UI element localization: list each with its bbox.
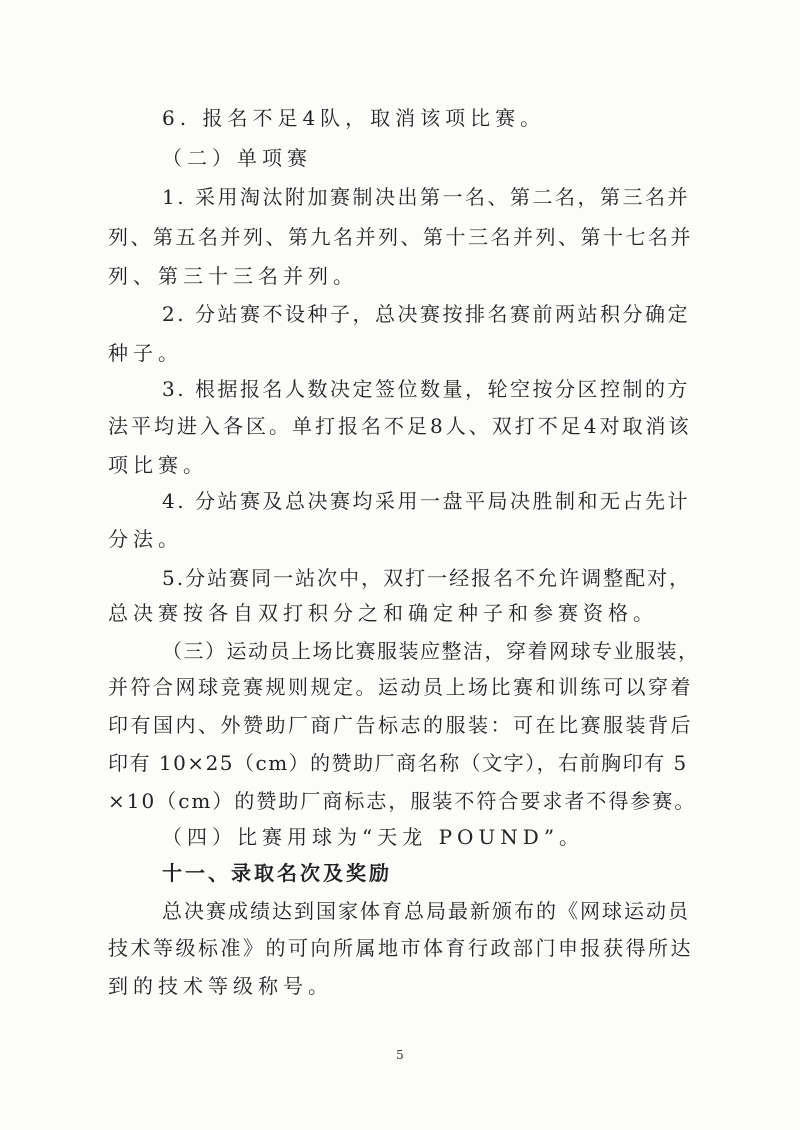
text-line: 1. 采用淘汰附加赛制决出第一名、第二名，第三名并 <box>162 185 690 209</box>
text-line: 列、第三十三名并列。 <box>108 264 358 288</box>
text-line: 种子。 <box>108 341 183 365</box>
section-heading: 十一、录取名次及奖励 <box>162 861 392 885</box>
text-line: 并符合网球竞赛规则规定。运动员上场比赛和训练可以穿着 <box>108 675 693 699</box>
text-line: （三）运动员上场比赛服装应整洁，穿着网球专业服装， <box>162 639 700 663</box>
text-line: 3. 根据报名人数决定签位数量，轮空按分区控制的方 <box>162 377 690 401</box>
text-line: 总决赛按各自双打积分之和确定种子和参赛资格。 <box>108 601 658 625</box>
text-line: 4. 分站赛及总决赛均采用一盘平局决胜制和无占先计 <box>162 489 690 513</box>
text-line: 2. 分站赛不设种子，总决赛按排名赛前两站积分确定 <box>162 302 690 326</box>
text-line: 印有国内、外赞助厂商广告标志的服装：可在比赛服装背后 <box>108 713 693 737</box>
text-line: ×10（cm）的赞助厂商标志，服装不符合要求者不得参赛。 <box>108 789 697 813</box>
text-line: 法平均进入各区。单打报名不足8人、双打不足4对取消该 <box>108 414 692 438</box>
text-line: 分法。 <box>108 527 183 551</box>
text-line: 技术等级标准》的可向所属地市体育行政部门申报获得所达 <box>108 936 693 960</box>
text-line: 6. 报名不足4队，取消该项比赛。 <box>162 106 546 130</box>
text-line: 印有 10×25（cm）的赞助厂商名称（文字），右前胸印有 5 <box>108 751 688 775</box>
text-line: 到的技术等级称号。 <box>108 974 333 998</box>
section-subheading: （二）单项赛 <box>162 146 312 170</box>
page-number: 5 <box>396 1048 404 1062</box>
text-line: 总决赛成绩达到国家体育总局最新颁布的《网球运动员 <box>162 899 690 923</box>
text-line: 项比赛。 <box>108 453 208 477</box>
text-line: 5.分站赛同一站次中，双打一经报名不允许调整配对， <box>162 566 692 590</box>
text-line: （四）比赛用球为“天龙 POUND”。 <box>162 825 585 849</box>
text-line: 列、第五名并列、第九名并列、第十三名并列、第十七名并 <box>108 225 693 249</box>
